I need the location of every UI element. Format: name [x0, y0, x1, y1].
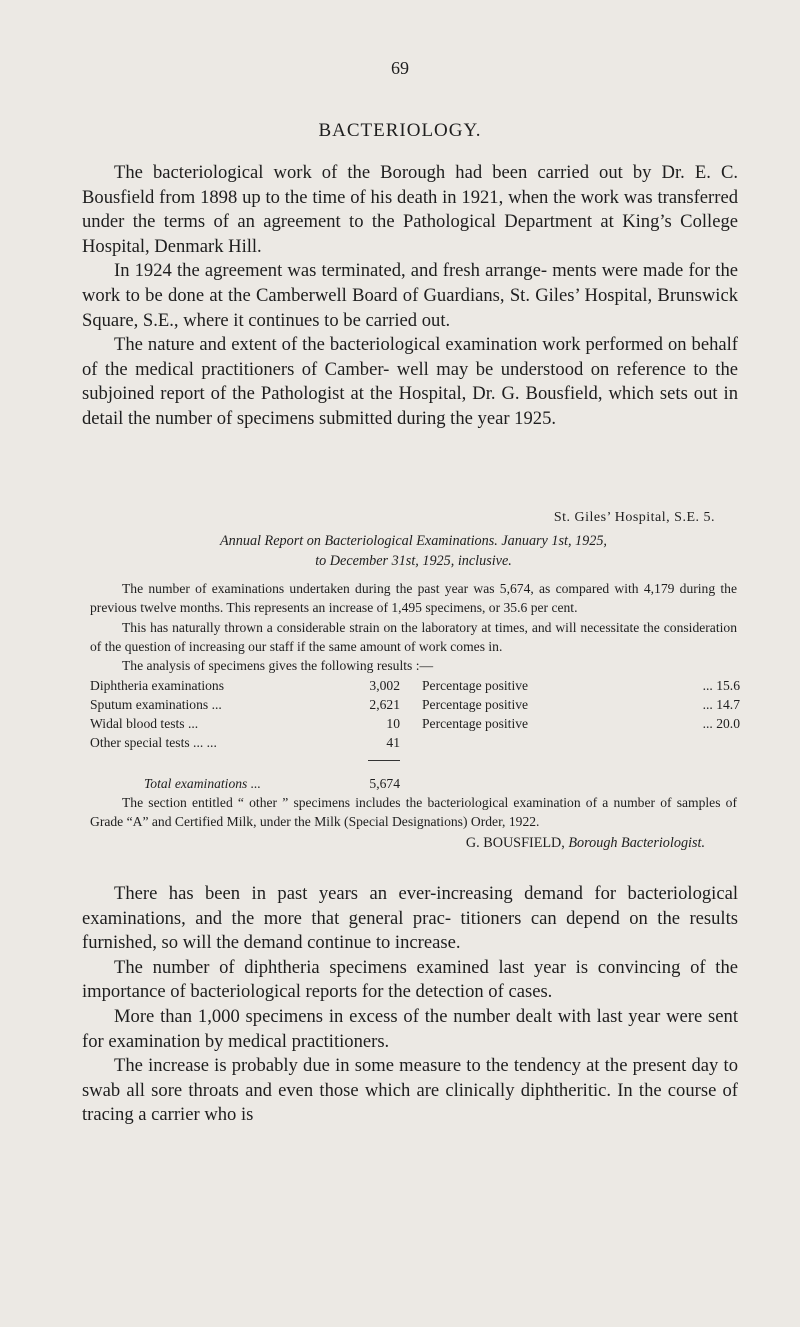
- row-label: Widal blood tests ...: [90, 716, 199, 732]
- row-count: 2,621: [369, 697, 400, 713]
- report-title-line1: Annual Report on Bacteriological Examinations. January 1st, 1925,: [220, 533, 607, 550]
- row-count: 10: [386, 716, 400, 732]
- closing-paragraph: More than 1,000 specimens in excess of the number dealt with last year were sent for examination by medical practitioners.: [82, 1005, 738, 1052]
- signature-title: Borough Bacteriologist.: [568, 834, 705, 851]
- section-heading: BACTERIOLOGY.: [318, 120, 482, 141]
- report-address: St. Giles’ Hospital, S.E. 5.: [553, 510, 715, 525]
- row-pct: ... 14.7: [702, 697, 740, 713]
- pathologist-report: [90, 508, 740, 853]
- intro-text: [82, 161, 738, 432]
- table-row: [90, 695, 740, 714]
- row-pct-label: Percentage positive: [422, 716, 529, 732]
- closing-paragraph: There has been in past years an ever-increasing demand for bacteriological examinations, and the more that general prac- titioners can depend on the results furnished, so will the demand continue to increase.: [82, 883, 738, 954]
- total-row: [90, 774, 737, 793]
- signature-name: G. BOUSFIELD,: [465, 834, 565, 851]
- row-pct: ... 15.6: [702, 678, 740, 694]
- row-pct-label: Percentage positive: [422, 678, 529, 694]
- intro-paragraph: The nature and extent of the bacteriological examination work performed on behalf of the medical practitioners of Camber- well may be understood on reference to the subjoined report of the Pathologist at the Hospital, Dr. G. Bousfield, which sets out in detail the number of specimens submitted during the year 1925.: [82, 334, 738, 429]
- report-paragraph: The analysis of specimens gives the following results :—: [122, 658, 434, 674]
- total-value: 5,674: [369, 776, 400, 792]
- report-paragraph: The number of examinations undertaken during the past year was 5,674, as compared with 4,179 during the previous twelve months. This represents an increase of 1,495 specimens, or 35.6 per cent.: [90, 581, 737, 616]
- row-pct: ... 20.0: [702, 716, 740, 732]
- closing-paragraph: The number of diphtheria specimens examined last year is convincing of the importance of bacteriological reports for the detection of cases.: [82, 956, 738, 1003]
- page-number: 69: [391, 58, 409, 78]
- row-pct-label: Percentage positive: [422, 697, 529, 713]
- intro-paragraph: In 1924 the agreement was terminated, and fresh arrange- ments were made for the work to be done at the Camberwell Board of Guardians, St. Giles’ Hospital, Brunswick Square, S.E., where it continues to be carried out.: [82, 260, 738, 331]
- table-row: [90, 733, 737, 752]
- signature: [90, 834, 737, 853]
- closing-paragraph: The increase is probably due in some measure to the tendency at the present day to swab all sore throats and even those which are clinically diphtheritic. In the course of tracing a carrier who is: [82, 1055, 738, 1126]
- row-label: Other special tests ... ...: [90, 735, 217, 751]
- results-table: [90, 676, 740, 793]
- table-row: [90, 714, 740, 733]
- total-label: Total examinations ...: [144, 776, 261, 792]
- total-rule: [368, 760, 400, 761]
- row-label: Sputum examinations ...: [90, 697, 222, 713]
- closing-text: [82, 882, 738, 1128]
- table-row: [90, 676, 740, 695]
- row-label: Diphtheria examinations: [90, 678, 225, 694]
- report-paragraph: This has naturally thrown a considerable strain on the laboratory at times, and will necessitate the consideration of the question of increasing our staff if the same amount of work comes in.: [90, 619, 737, 654]
- row-count: 41: [386, 735, 400, 751]
- report-title-line2: to December 31st, 1925, inclusive.: [315, 553, 512, 570]
- report-closing-paragraph: The section entitled “ other ” specimens includes the bacteriological examination of a number of samples of Grade “A” and Certified Milk, under the Milk (Special Designations) Order, 1922.: [90, 795, 737, 830]
- row-count: 3,002: [369, 678, 400, 694]
- intro-paragraph: The bacteriological work of the Borough had been carried out by Dr. E. C. Bousfield from 1898 up to the time of his death in 1921, when the work was transferred under the terms of an agreement to the Pathological Department at King’s College Hospital, Denmark Hill.: [82, 162, 738, 257]
- total-rule-row: [90, 752, 737, 774]
